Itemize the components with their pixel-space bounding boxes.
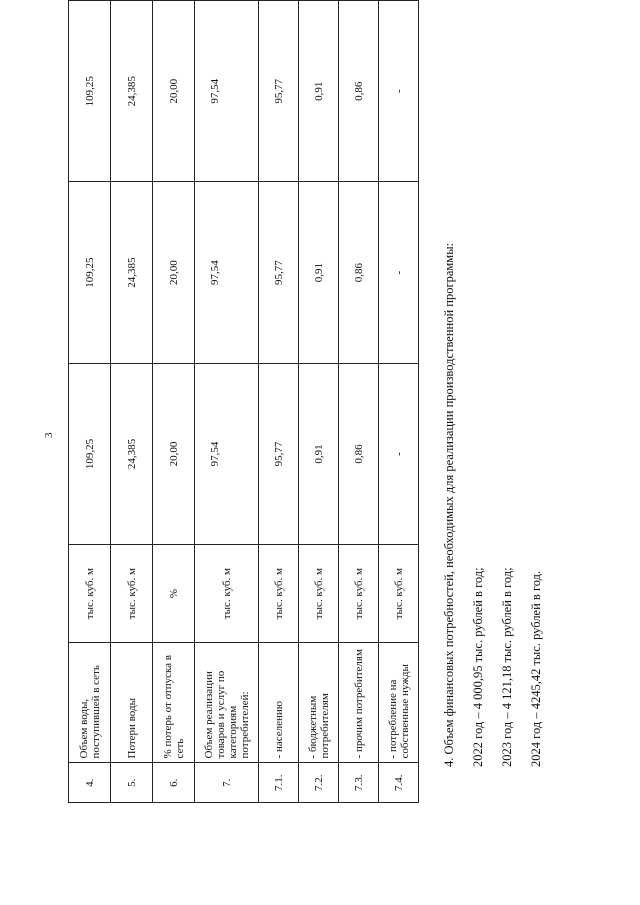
row-unit: тыс. куб. м — [195, 545, 259, 643]
value-2023: 0,86 — [339, 182, 379, 363]
value-2022: 24,385 — [111, 363, 153, 544]
row-number: 7.1. — [259, 763, 299, 803]
row-number: 7. — [195, 763, 259, 803]
table-row — [111, 1, 153, 803]
row-name: - бюджетным потребителям — [299, 643, 339, 763]
row-unit: тыс. куб. м — [69, 545, 111, 643]
value-2022: 0,86 — [339, 363, 379, 544]
row-unit: тыс. куб. м — [111, 545, 153, 643]
row-unit: тыс. куб. м — [299, 545, 339, 643]
table-row — [379, 1, 419, 803]
value-2024: 0,86 — [339, 1, 379, 182]
row-unit: тыс. куб. м — [339, 545, 379, 643]
row-name: - прочим потребителям — [339, 643, 379, 763]
value-2024: - — [379, 1, 419, 182]
value-2022: 97,54 — [195, 363, 259, 544]
row-unit: % — [153, 545, 195, 643]
value-2022: 95,77 — [259, 363, 299, 544]
row-number: 7.2. — [299, 763, 339, 803]
value-2022: 20,00 — [153, 363, 195, 544]
row-name: Потери воды — [111, 643, 153, 763]
row-unit: тыс. куб. м — [259, 545, 299, 643]
row-unit: тыс. куб. м — [379, 545, 419, 643]
table-row — [299, 1, 339, 803]
table-row — [195, 1, 259, 803]
value-2023: 24,385 — [111, 182, 153, 363]
table-row — [69, 1, 111, 803]
row-number: 7.4. — [379, 763, 419, 803]
financial-needs-section — [435, 67, 551, 767]
row-name: - населению — [259, 643, 299, 763]
page-number: 3 — [43, 432, 55, 438]
row-number: 7.3. — [339, 763, 379, 803]
table-row — [153, 1, 195, 803]
row-number: 4. — [69, 763, 111, 803]
financial-line-2024: 2024 год – 4245,42 тыс. рублей в год. — [529, 570, 543, 767]
row-name: - потребление на собственные нужды — [379, 643, 419, 763]
financial-line-2022: 2022 год – 4 000,95 тыс. рублей в год; — [471, 567, 485, 767]
value-2024: 0,91 — [299, 1, 339, 182]
value-2023: 0,91 — [299, 182, 339, 363]
table-row — [339, 1, 379, 803]
table-row — [259, 1, 299, 803]
value-2024: 95,77 — [259, 1, 299, 182]
production-program-table — [68, 0, 419, 803]
section-heading: 4. Объем финансовых потребностей, необходимых для реализации производственной программы: — [442, 242, 456, 767]
row-number: 6. — [153, 763, 195, 803]
value-2023: 20,00 — [153, 182, 195, 363]
row-number: 5. — [111, 763, 153, 803]
value-2022: 0,91 — [299, 363, 339, 544]
value-2024: 97,54 — [195, 1, 259, 182]
row-name: Объем реализации товаров и услуг по категориям потребителей: — [195, 643, 259, 763]
financial-line-2023: 2023 год – 4 121,18 тыс. рублей в год; — [500, 567, 514, 767]
value-2022: - — [379, 363, 419, 544]
value-2023: 97,54 — [195, 182, 259, 363]
value-2023: 109,25 — [69, 182, 111, 363]
value-2023: - — [379, 182, 419, 363]
value-2024: 109,25 — [69, 1, 111, 182]
value-2023: 95,77 — [259, 182, 299, 363]
row-name: Объем воды, поступившей в сеть — [69, 643, 111, 763]
row-name: % потерь от отпуска в сеть — [153, 643, 195, 763]
value-2022: 109,25 — [69, 363, 111, 544]
value-2024: 20,00 — [153, 1, 195, 182]
value-2024: 24,385 — [111, 1, 153, 182]
